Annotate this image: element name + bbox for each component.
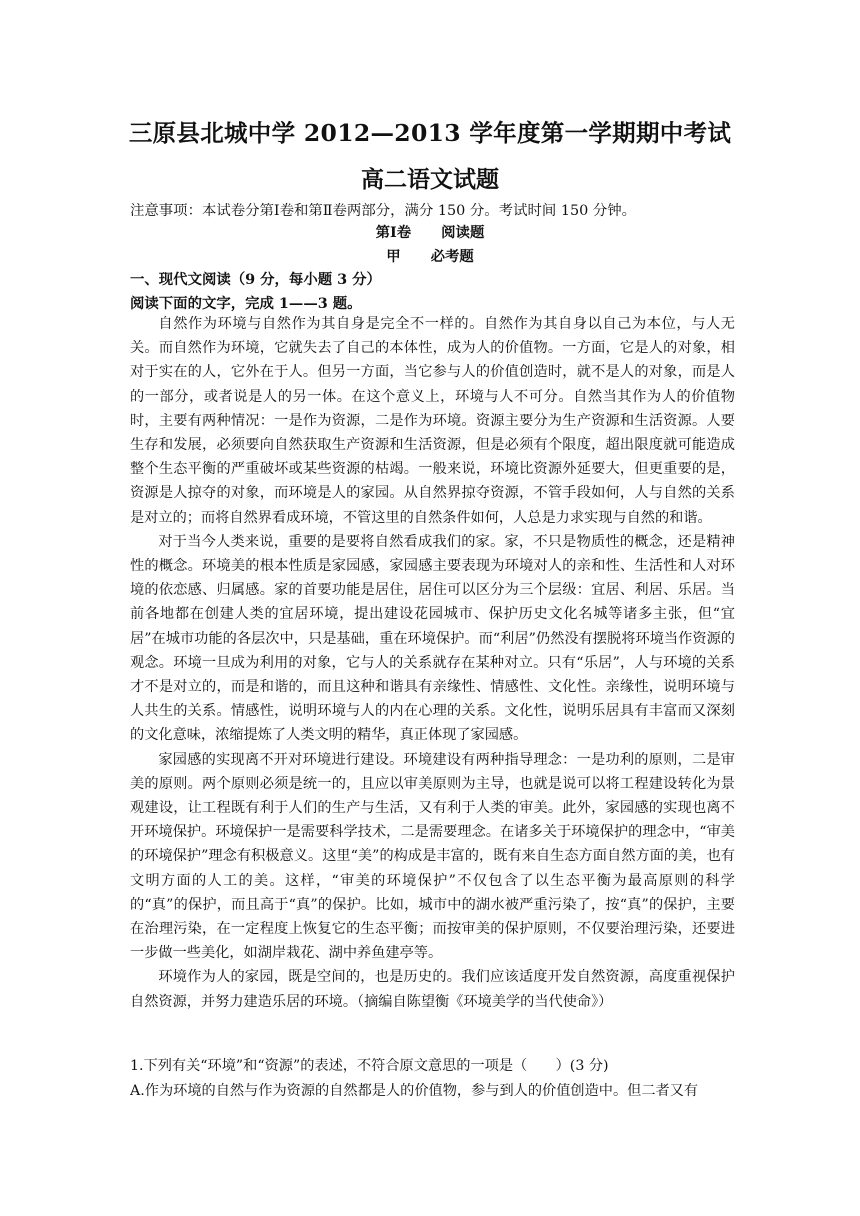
reading-passage [130,312,735,1014]
volume-name: 阅读题 [441,224,485,241]
exam-subtitle: 高二语文试题 [361,166,499,193]
volume-part: 第Ⅰ卷 [375,224,412,241]
passage-paragraph: 家园感的实现离不开对环境进行建设。环境建设有两种指导理念：一是功利的原则，二是审美的原则。两个原则必须是统一的，且应以审美原则为主导，也就是说可以将工程建设转化为景观建设，让工程既有利于人们的生产与生活，又有利于人类的审美。此外，家园感的实现也离不开环境保护。环境保护一是需要科学技术，二是需要理念。在诸多关于环境保护的理念中，“审美的环境保护”理念有积极意义。这里“美”的构成是丰富的，既有来自生态方面自然方面的美，也有文明方面的人工的美。这样，“审美的环境保护”不仅包含了以生态平衡为最高原则的科学的“真”的保护，而且高于“真”的保护。比如，城市中的湖水被严重污染了，按“真”的保护，主要在治理污染，在一定程度上恢复它的生态平衡；而按审美的保护原则，不仅要治理污染，还要进一步做一些美化，如湖岸栽花、湖中养鱼建亭等。 [130,751,735,962]
section-heading [0,245,860,266]
passage-paragraph: 环境作为人的家园，既是空间的，也是历史的。我们应该适度开发自然资源，高度重视保护自然资源，并努力建造乐居的环境。（摘编自陈望衡《环境美学的当代使命》） [130,969,735,1010]
passage-paragraph: 自然作为环境与自然作为其自身是完全不一样的。自然作为其自身以自己为本位，与人无关。而自然作为环境，它就失去了自己的本体性，成为人的价值物。一方面，它是人的对象，相对于实在的人，它外在于人。但另一方面，当它参与人的价值创造时，就不是人的对象，而是人的一部分，或者说是人的另一体。在这个意义上，环境与人不可分。自然当其作为人的价值物时，主要有两种情况：一是作为资源，二是作为环境。资源主要分为生产资源和生活资源。人要生存和发展，必须要向自然获取生产资源和生活资源，但是必须有个限度，超出限度就可能造成整个生态平衡的严重破坏或某些资源的枯竭。一般来说，环境比资源外延要大，但更重要的是，资源是人掠夺的对象，而环境是人的家园。从自然界掠夺资源，不管手段如何，人与自然的关系是对立的；而将自然界看成环境，不管这里的自然条件如何，人总是力求实现与自然的和谐。 [130,316,735,526]
section-part: 甲 [386,248,401,265]
passage-paragraph: 对于当今人类来说，重要的是要将自然看成我们的家。家，不只是物质性的概念，还是精神性的概念。环境美的根本性质是家园感，家园感主要表现为环境对人的亲和性、生活性和人对环境的依恋感、归属感。家的首要功能是居住，居住可以区分为三个层级：宜居、利居、乐居。当前各地都在创建人类的宜居环境，提出建设花园城市、保护历史文化名城等诸多主张，但“宜居”在城市功能的各层次中，只是基础，重在环境保护。而“利居”仍然没有摆脱将环境当作资源的观念。环境一旦成为利用的对象，它与人的关系就存在某种对立。只有“乐居”，人与环境的关系才不是对立的，而是和谐的，而且这种和谐具有亲缘性、情感性、文化性。亲缘性，说明环境与人共生的关系。情感性，说明环境与人的内在心理的关系。文化性，说明乐居具有丰富而又深刻的文化意味，浓缩提炼了人类文明的精华，真正体现了家园感。 [130,533,735,744]
volume-heading [0,221,860,242]
section-name: 必考题 [430,248,474,265]
exam-notice: 注意事项：本试卷分第Ⅰ卷和第Ⅱ卷两部分，满分 150 分。考试时间 150 分钟。 [130,203,637,219]
exam-title: 三原县北城中学 2012—2013 学年度第一学期期中考试 [128,119,732,147]
question-group-heading: 一、现代文阅读（9 分，每小题 3 分） [130,271,381,288]
reading-instruction: 阅读下面的文字，完成 1——3 题。 [130,295,362,312]
question-1: 1.下列有关“环境”和“资源”的表述，不符合原文意思的一项是（ ）(3 分) [130,1058,609,1074]
question-1-option-a: A.作为环境的自然与作为资源的自然都是人的价值物，参与到人的价值创造中。但二者又有 [130,1083,699,1099]
